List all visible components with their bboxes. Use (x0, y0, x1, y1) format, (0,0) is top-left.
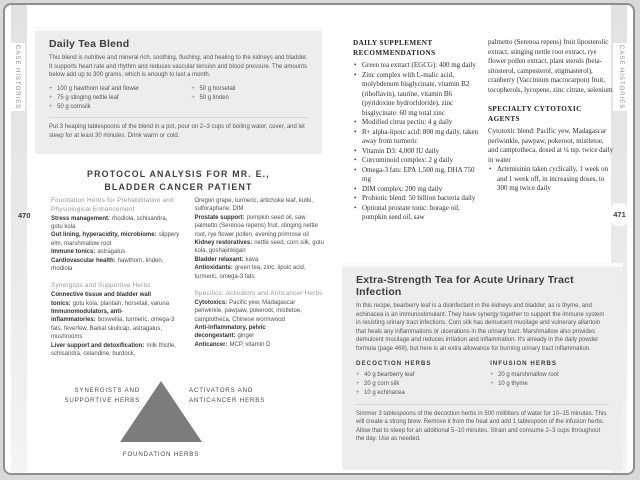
supplement-item: • DIM complex: 200 mg daily (354, 184, 443, 193)
page-number-left: 470 (18, 211, 31, 220)
left-chapter-tab-label: CASE HISTORIES (14, 44, 20, 110)
dot-bullet-icon: • (354, 184, 357, 193)
protocol-entry: Anti-inflammatory, pelvic decongestant: ginger (194, 325, 266, 340)
dot-bullet-icon: • (354, 127, 357, 136)
herb-item: + 20 g marshmallow root (490, 371, 609, 380)
tea-box-description: This blend is nutritive and mineral rich, soothing, flushing, and healing to the kidneys and bladder. It supports heart rate and rhythm and reduces vascular tension and blood pressure. The amounts below add up to 300 grams, which is enough to last a month. (49, 55, 308, 78)
plus-bullet-icon: + (356, 372, 360, 378)
supplement-continuation: palmetto (Serenoa repens) fruit liposterolic extract, stinging nettle root extract, rye flower pollen extract, plant sterols (beta-sitosterol, campesterol, stigmasterol), cranberry (Vaccinium macrocarpon) fruit, tocopherols, lycopene, zinc citrate, selenium (488, 38, 613, 94)
tea-ingredients-col2 (191, 85, 308, 113)
pyramid-label-foundation: FOUNDATION HERBS (122, 451, 200, 458)
supplements-list (353, 61, 479, 223)
protocol-entry: Connective tissue and bladder wall tonics: gotu kola, plantain, horsetail, varuna (51, 292, 170, 307)
uti-box-description: In this recipe, bearberry leaf is a disinfectant in the kidneys and bladder, as is thyme, and echinacea is an immunostimulant. They have synergy together to support the immune system in resisting urinary tract infections. Corn silk has demulcent mucilage and vulnerary allantoin that heals any inflammations or ulcerations in the urinary tract. Marshmallow also provides demulcent mucilage and reduces irritation and inflammation. It's already in the daily powder formula (page 469), but here is an extra allowance for burning urinary tract inflammation. (356, 303, 605, 352)
plus-bullet-icon: + (490, 381, 494, 388)
protocol-entry: Gut lining, hyperacidity, microbiome: slippery elm, marshmallow root (51, 232, 180, 247)
protocol-entry: Kidney restoratives: nettle seed, corn silk, gotu kola, goshajinkigan (194, 240, 324, 255)
supplement-item: • Curcuminoid complex: 2 g daily (354, 156, 453, 164)
specialty-item: • Artemisinin taken cyclically, 1 week on and 1 week off, in increasing doses, to 300 mg twice daily (489, 165, 609, 192)
specialty-list (488, 165, 614, 194)
uti-herb-columns (356, 360, 609, 399)
dot-bullet-icon: • (354, 203, 357, 212)
page-number-right: 471 (608, 203, 631, 226)
herb-item: + 10 g thyme (490, 380, 609, 389)
supplements-column-1 (353, 38, 479, 223)
protocol-entry: Stress management: rhodiola, schisandra, gotu kola (51, 215, 168, 230)
tea-box-title: Daily Tea Blend (49, 38, 130, 50)
dot-bullet-icon: • (354, 146, 357, 155)
dot-bullet-icon: • (489, 165, 492, 173)
herb-item: + 20 g corn silk (356, 380, 490, 389)
protocol-entry: Antioxidants: green tea, zinc, lipoic acid, turmeric, omega-3 fats (194, 265, 306, 280)
uti-tea-box (342, 263, 623, 470)
supplements-column-2 (488, 38, 614, 194)
protocol-heading-line2: BLADDER CANCER PATIENT (104, 182, 253, 192)
dot-bullet-icon: • (354, 194, 357, 202)
dot-bullet-icon: • (354, 156, 357, 164)
plus-bullet-icon: + (49, 85, 53, 92)
supplement-item: • Probiotic blend: 50 billion bacteria daily (354, 194, 476, 202)
protocol-entry: Prostate support: pumpkin seed oil, saw palmetto (Serenoa repens) fruit, stinging nettle root, rye flower pollen, evening primrose oil (194, 214, 318, 238)
ingredient-item: + 50 g linden (191, 94, 308, 103)
specialty-heading: SPECIALTY CYTOTOXIC AGENTS (488, 105, 582, 123)
decoction-herbs (356, 360, 490, 399)
dot-bullet-icon: • (354, 165, 357, 174)
left-chapter-tab (9, 43, 25, 111)
plus-bullet-icon: + (191, 85, 195, 92)
right-chapter-tab-label: CASE HISTORIES (618, 44, 624, 110)
dot-bullet-icon: • (354, 61, 357, 69)
protocol-entry: Anticancer: MCP, vitamin D (194, 341, 271, 348)
plus-bullet-icon: + (49, 103, 53, 110)
supplements-heading: DAILY SUPPLEMENT RECOMMENDATIONS (353, 39, 436, 57)
ingredient-item: + 50 g cornsilk (49, 103, 191, 112)
herb-item: + 40 g bearberry leaf (356, 371, 490, 380)
infusion-herbs-list (490, 371, 609, 389)
uti-box-title: Extra-Strength Tea for Acute Urinary Tract Infection (356, 274, 574, 298)
plus-bullet-icon: + (356, 381, 360, 388)
protocol-columns (51, 197, 324, 358)
ingredient-item: + 75 g stinging nettle leaf (49, 94, 191, 103)
uti-box-instructions: Simmer 3 tablespoons of the decoction herbs in 500 milliliters of water for 10–15 minutes. This will create a strong brew. Remove it from the heat and add 1 tablespoon of the infusion herbs. Allow that to steep for an additional 5–10 minutes. Strain and consume 2–3 cups throughout the day. Use as needed. (356, 404, 609, 444)
plus-bullet-icon: + (191, 94, 195, 101)
tea-ingredient-columns (49, 85, 308, 113)
decoction-herbs-list (356, 371, 490, 399)
book-spread (3, 3, 635, 475)
plus-bullet-icon: + (49, 94, 53, 101)
protocol-entry: Oregon grape, turmeric, artichoke leaf, kutki, sulforaphane, DIM (194, 198, 313, 213)
protocol-entry: Synergists and Supportive Herbs (51, 282, 151, 290)
protocol-column-2 (195, 197, 325, 358)
supplement-item: • R+ alpha-lipoic acid: 800 mg daily, taken away from turmeric (354, 127, 479, 145)
dot-bullet-icon: • (354, 70, 357, 79)
right-chapter-tab (613, 43, 629, 111)
protocol-entry: Cytotoxics: Pacific yew, Madagascar periwinkle, pawpaw, pokeroot, mistletoe, camptotheca, Chinese wormwood (194, 299, 302, 323)
protocol-entry: Liver support and detoxification: milk thistle, schisandra, celandine, burdock, (51, 342, 177, 358)
pyramid-label-activators: ACTIVATORS AND ANTICANCER HERBS (189, 387, 266, 404)
protocol-column-1 (51, 197, 181, 358)
protocol-entry: Specifics: Activators and Anticancer Herbs (194, 290, 323, 298)
specialty-intro: Cytotoxic blend: Pacific yew, Madagascar periwinkle, pawpaw, pokeroot, mistletoe, and camptotheca, dosed at ¼ tsp. twice daily in water (488, 127, 614, 164)
tea-ingredients-col1 (49, 85, 191, 113)
protocol-entry: Bladder relaxant: kava (194, 256, 259, 263)
plus-bullet-icon: + (490, 372, 494, 378)
plus-bullet-icon: + (356, 390, 360, 397)
protocol-heading (35, 168, 322, 194)
protocol-entry: Immune tonics: astragalus (51, 249, 126, 256)
ingredient-item: + 100 g hawthorn leaf and flower (49, 85, 191, 94)
dot-bullet-icon: • (354, 118, 357, 126)
herb-item: + 10 g echinacea (356, 389, 490, 398)
protocol-entry: Immunomodulators, anti-inflammatories: boswellia, turmeric, omega-3 fats, feverfew, Baikal skullcap, astragalus, mushrooms (51, 309, 175, 341)
tea-box-instructions: Put 3 heaping tablespoons of the blend in a pot, pour on 2–3 cups of boiling water, cover, and let steep for at least 30 minutes. Drink warm or cold. (49, 117, 308, 140)
supplement-item: • Optional prostate tonic: borage oil, pumpkin seed oil, saw (354, 203, 460, 221)
supplement-item: • Modified citrus pectin: 4 g daily (354, 118, 453, 126)
supplement-item: • Zinc complex with L-malic acid, molybdenum bisglycinate, vitamin B2 (riboflavin), taurine, vitamin B6 (pyridoxine hydrochloride), zinc bisglycinate: 60 mg total zinc (354, 70, 470, 117)
supplement-item: • Vitamin D3: 4,000 IU daily (354, 146, 440, 155)
ingredient-item: + 50 g horsetail (191, 85, 308, 94)
protocol-heading-line1: PROTOCOL ANALYSIS FOR MR. E., (87, 169, 270, 179)
infusion-herbs (490, 360, 609, 399)
pyramid-label-synergists: SYNERGISTS AND SUPPORTIVE HERBS (64, 387, 140, 404)
infusion-herbs-header: INFUSION HERBS (490, 360, 558, 367)
supplement-item: • Green tea extract (EGCG): 400 mg daily (354, 61, 476, 69)
daily-tea-blend-box (35, 27, 322, 154)
protocol-entry: Cardiovascular health: hawthorn, linden, rhodiola (51, 257, 164, 273)
decoction-herbs-header: DECOCTION HERBS (356, 360, 432, 367)
supplement-item: • Omega-3 fats: EPA 1,500 mg, DHA 750 mg (354, 165, 475, 183)
protocol-entry: Foundation Herbs for Prehabilitation and Physiological Enhancement (51, 197, 174, 213)
